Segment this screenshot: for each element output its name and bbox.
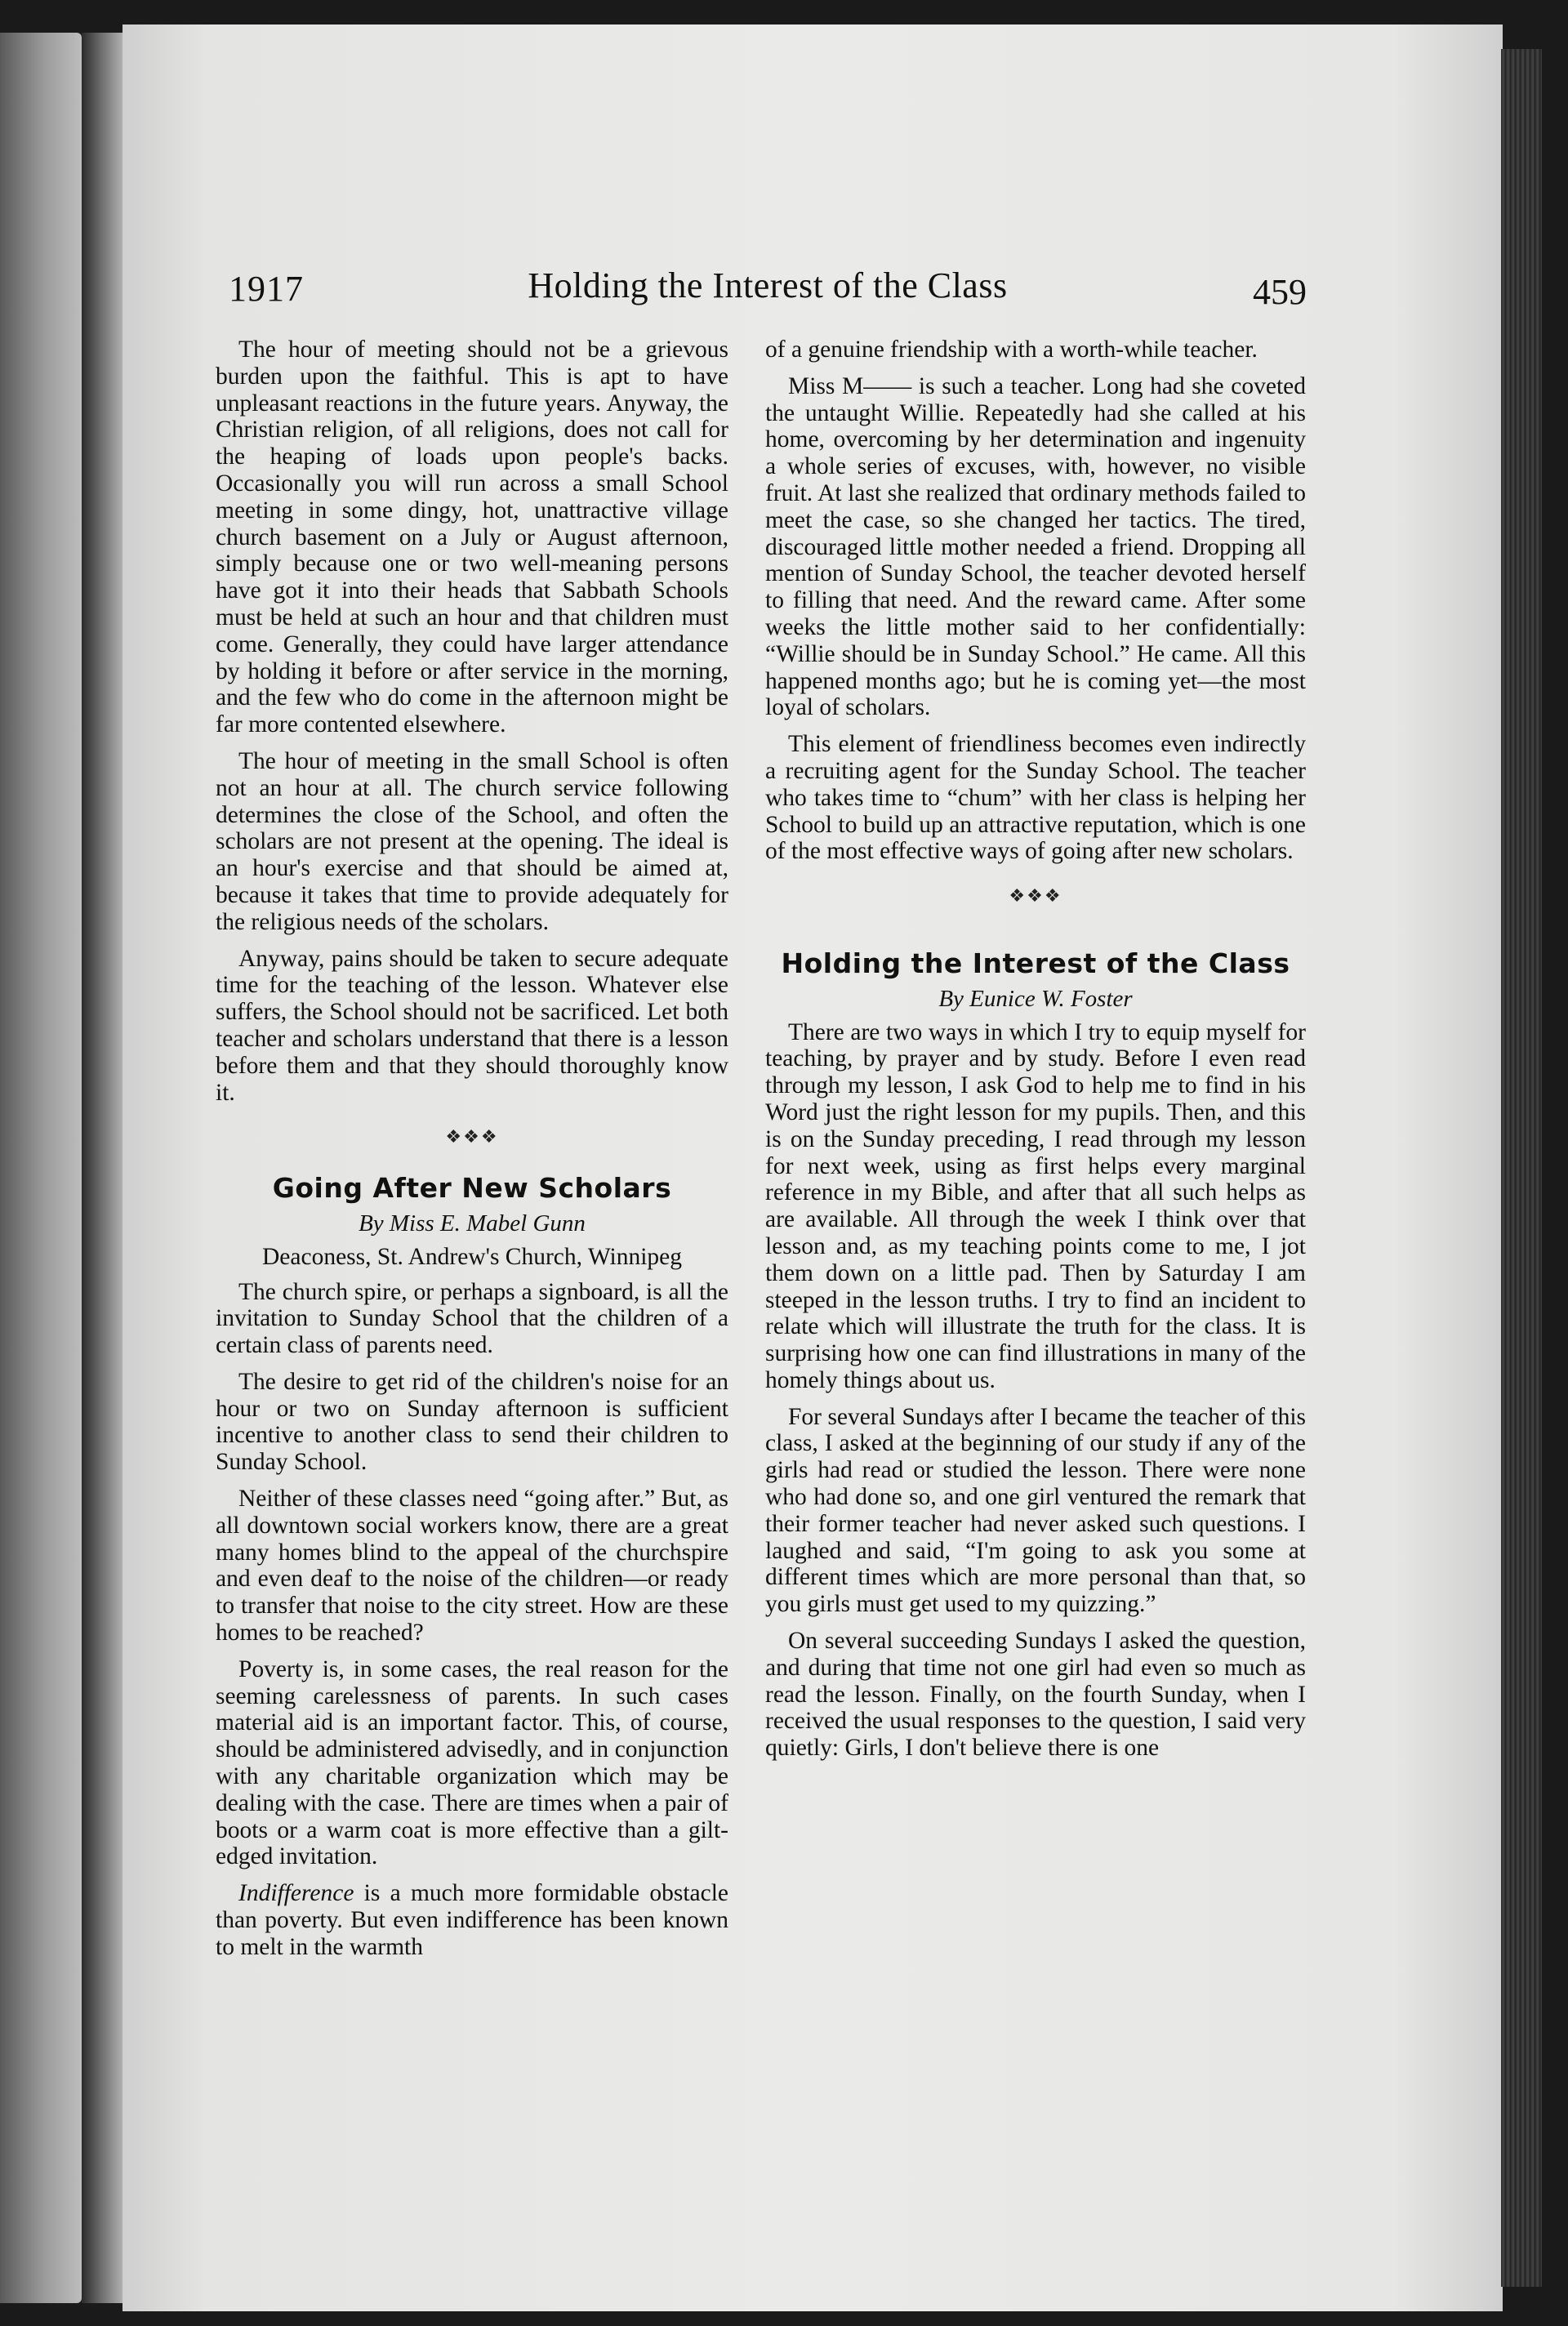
paragraph: of a genuine friendship with a worth-while teacher. (765, 336, 1258, 363)
paragraph: The desire to get rid of the children's noise for an hour or two on Sunday afternoon is sufficient incentive to another class to send their children to Sunday School. (216, 1368, 728, 1476)
paragraph-text: is a much more formidable obstacle than poverty. But even indifference has been known to melt in the warmth (216, 1880, 728, 1960)
paragraph: The hour of meeting in the small School is often not an hour at all. The church service following determines the close of the School, and often the scholars are not present at the opening. The ideal is an hour's exercise and that should be aimed at, because it takes that time to provide adequately for the religious needs of the scholars. (216, 747, 728, 935)
paragraph: On several succeeding Sundays I asked the question, and during that time not one girl had even so much as read the lesson. Finally, on the fourth Sunday, when I received the usual responses to the question, I said very quietly: Girls, I don't believe there is one (765, 1628, 1306, 1762)
paragraph (216, 1880, 728, 1960)
article-byline: By Miss E. Mabel Gunn (359, 1210, 586, 1237)
left-column (216, 336, 728, 1971)
page-number: 459 (1253, 272, 1307, 312)
paragraph: Anyway, pains should be taken to secure adequate time for the teaching of the lesson. Whatever else suffers, the School should not be sacrificed. Let both teacher and scholars understand that there is a lesson before them and that they should thoroughly know it. (216, 945, 728, 1106)
right-column (765, 336, 1306, 1771)
header-title: Holding the Interest of the Class (528, 265, 1008, 305)
author-affiliation: Deaconess, St. Andrew's Church, Winnipeg (261, 1243, 683, 1270)
header-year: 1917 (229, 269, 304, 309)
article-title: Holding the Interest of the Class (781, 947, 1290, 979)
section-ornament: ❖❖❖ (445, 1126, 499, 1147)
paragraph: There are two ways in which I try to equip myself for teaching, by prayer and by study. Before I even read through my lesson, I ask God to help me to find in his Word just the right lesson for my pupils. Then, and this is on the Sunday preceding, I read through my lesson for next week, using as first helps every marginal reference in my Bible, and after that all such helps as are available. All through the week I think over that lesson and, as my teaching points come to me, I jot them down on a little pad. Then by Saturday I am steeped in the lesson truths. I try to find an incident to relate which will illustrate the truth for the class. It is surprising how one can find illustrations in many of the homely things about us. (765, 1018, 1306, 1393)
running-header (229, 265, 1307, 325)
facing-page-edge (0, 33, 82, 2303)
page-stack-edge (1501, 49, 1542, 2287)
section-ornament: ❖❖❖ (1009, 885, 1062, 907)
paragraph: Poverty is, in some cases, the real reason for the seeming carelessness of parents. In such cases material aid is an important factor. This, of course, should be administered advisedly, and in conjunction with any charitable organization which may be dealing with the case. There are times when a pair of boots or a warm coat is more effective than a gilt-edged invitation. (216, 1655, 728, 1870)
paragraph: The church spire, or perhaps a signboard, is all the invitation to Sunday School that the children of a certain class of parents need. (216, 1278, 728, 1359)
article-title: Going After New Scholars (272, 1172, 672, 1205)
article-byline: By Eunice W. Foster (938, 985, 1133, 1012)
paragraph: Neither of these classes need “going after.” But, as all downtown social workers know, there are a great many homes blind to the appeal of the churchspire and even deaf to the noise of the children—or ready to transfer that noise to the city street. How are these homes to be reached? (216, 1486, 728, 1646)
paragraph: This element of friendliness becomes even indirectly a recruiting agent for the Sunday School. The teacher who takes time to “chum” with her class is helping her School to build up an attractive reputation, which is one of the most effective ways of going after new scholars. (765, 731, 1306, 865)
emphasis: Indifference (238, 1880, 354, 1907)
paragraph: For several Sundays after I became the teacher of this class, I asked at the beginning of our study if any of the girls had read or studied the lesson. There were none who had done so, and one girl ventured the remark that their former teacher had never asked such questions. I laughed and said, “I'm going to ask you some at different times which are more personal than that, so you girls must get used to my quizzing.” (765, 1403, 1306, 1618)
paragraph: Miss M—— is such a teacher. Long had she coveted the untaught Willie. Repeatedly had she called at his home, overcoming by her determination and ingenuity a whole series of excuses, with, however, no visible fruit. At last she realized that ordinary methods failed to meet the case, so she changed her tactics. The tired, discouraged little mother needed a friend. Dropping all mention of Sunday School, the teacher devoted herself to filling that need. And the reward came. After some weeks the little mother said to her confidentially: “Willie should be in Sunday School.” He came. All this happened months ago; but he is coming yet—the most loyal of scholars. (765, 372, 1306, 721)
paragraph: The hour of meeting should not be a grievous burden upon the faithful. This is apt to have unpleasant reactions in the future years. Anyway, the Christian religion, of all religions, does not call for the heaping of loads upon people's backs. Occasionally you will run across a small School meeting in some dingy, hot, unattractive village church basement on a July or August afternoon, simply because one or two well-meaning persons have got it into their heads that Sabbath Schools must be held at such an hour and that children must come. Generally, they could have larger attendance by holding it before or after service in the morning, and the few who do come in the afternoon might be far more contented elsewhere. (216, 336, 728, 738)
